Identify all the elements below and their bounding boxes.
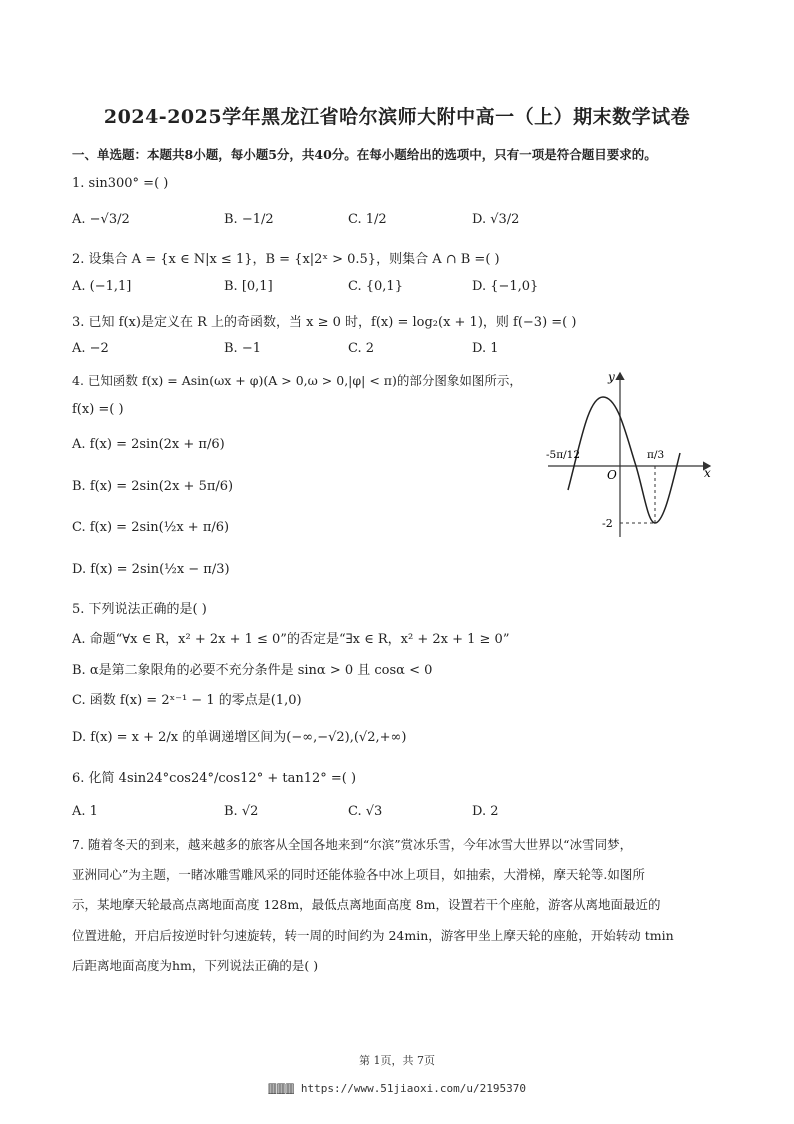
watermark-url: 🀫🀫🀫 https://www.51jiaoxi.com/u/2195370 — [267, 1082, 527, 1095]
q1-option-d: D. √3/2 — [472, 212, 520, 227]
q3-option-a: A. −2 — [72, 341, 109, 356]
right-tick-label: π/3 — [647, 449, 665, 461]
q3-option-b: B. −1 — [224, 341, 261, 356]
question-1-stem: 1. sin300° =( ) — [72, 176, 169, 191]
q3-option-c: C. 2 — [348, 341, 375, 356]
q4-option-b: B. f(x) = 2sin(2x + 5π/6) — [72, 479, 234, 494]
question-4-stem: 4. 已知函数 f(x) = Asin(ωx + φ)(A > 0,ω > 0,|φ| < π)的部分图象如图所示， — [72, 373, 522, 388]
q5-option-a: A. 命题“∀x ∈ R，x² + 2x + 1 ≤ 0”的否定是“∃x ∈ R，x² + 2x + 1 ≥ 0” — [72, 632, 510, 647]
q6-option-c: C. √3 — [348, 804, 383, 819]
q1-option-b: B. −1/2 — [224, 212, 274, 227]
q4-option-a: A. f(x) = 2sin(2x + π/6) — [72, 437, 225, 452]
question-7-line-4: 位置进舱，开启后按逆时针匀速旋转，转一周的时间约为 24min，游客甲坐上摩天轮的座舱，开始转动 tmin — [72, 928, 674, 943]
q6-option-a: A. 1 — [72, 804, 98, 819]
x-axis-label: x — [704, 466, 711, 480]
q2-option-c: C. {0,1} — [348, 279, 403, 294]
sine-graph-figure — [540, 365, 720, 545]
question-6-stem: 6. 化简 4sin24°cos24°/cos12° + tan12° =( ) — [72, 771, 357, 786]
min-value-label: -2 — [602, 517, 613, 530]
question-2-stem: 2. 设集合 A = {x ∈ N|x ≤ 1}，B = {x|2ˣ > 0.5}，则集合 A ∩ B =( ) — [72, 252, 500, 267]
question-3-stem: 3. 已知 f(x)是定义在 R 上的奇函数，当 x ≥ 0 时，f(x) = log₂(x + 1)，则 f(−3) =( ) — [72, 315, 577, 330]
question-5-stem: 5. 下列说法正确的是( ) — [72, 602, 207, 617]
question-7-line-2: 亚洲同心”为主题，一睹冰雕雪雕风采的同时还能体验各中冰上项目，如抽索，大滑梯，摩天轮等.如图所 — [72, 867, 645, 882]
q6-option-b: B. √2 — [224, 804, 259, 819]
q5-option-b: B. α是第二象限角的必要不充分条件是 sinα > 0 且 cosα < 0 — [72, 663, 433, 678]
q2-option-b: B. [0,1] — [224, 279, 273, 294]
question-4-stem-2: f(x) =( ) — [72, 402, 124, 417]
q3-option-d: D. 1 — [472, 341, 499, 356]
q2-option-a: A. (−1,1] — [72, 279, 132, 294]
left-tick-label: -5π/12 — [546, 449, 581, 461]
question-7-line-1: 7. 随着冬天的到来，越来越多的旅客从全国各地来到“尔滨”赏冰乐雪，今年冰雪大世界以“冰雪同梦， — [72, 837, 633, 852]
question-7-line-5: 后距离地面高度为hm，下列说法正确的是( ) — [72, 958, 319, 973]
page-footer: 第 1页，共 7页 — [359, 1054, 435, 1067]
origin-label: O — [607, 468, 617, 482]
q2-option-d: D. {−1,0} — [472, 279, 539, 294]
q5-option-c: C. 函数 f(x) = 2ˣ⁻¹ − 1 的零点是(1,0) — [72, 693, 302, 708]
q5-option-d: D. f(x) = x + 2/x 的单调递增区间为(−∞,−√2),(√2,+∞) — [72, 730, 407, 745]
q4-option-c: C. f(x) = 2sin(½x + π/6) — [72, 520, 230, 535]
question-7-line-3: 示，某地摩天轮最高点离地面高度 128m，最低点离地面高度 8m，设置若干个座舱，游客从离地面最近的 — [72, 897, 661, 912]
q1-option-a: A. −√3/2 — [72, 212, 130, 227]
q6-option-d: D. 2 — [472, 804, 499, 819]
y-axis-label: y — [608, 370, 615, 384]
page-title: 2024-2025学年黑龙江省哈尔滨师大附中高一（上）期末数学试卷 — [103, 106, 691, 128]
section-heading: 一、单选题：本题共8小题，每小题5分，共40分。在每小题给出的选项中，只有一项是符合题目要求的。 — [72, 147, 657, 162]
q1-option-c: C. 1/2 — [348, 212, 387, 227]
q4-option-d: D. f(x) = 2sin(½x − π/3) — [72, 562, 230, 577]
